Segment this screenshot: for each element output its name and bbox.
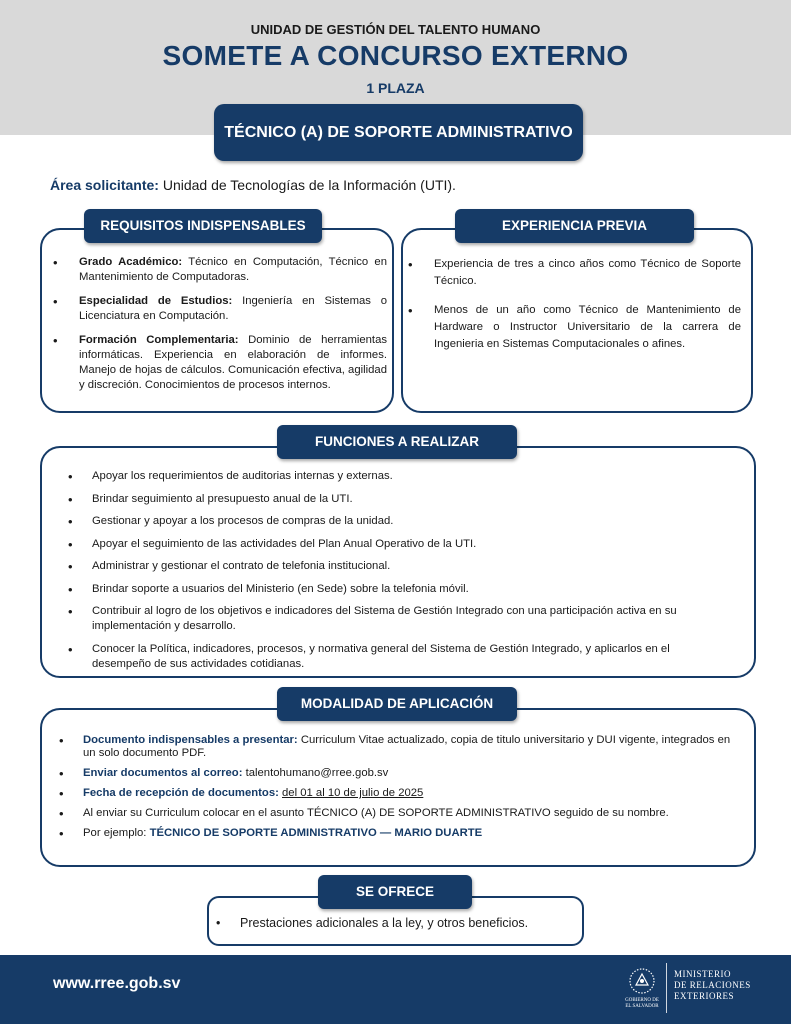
ministry-name: MINISTERIO DE RELACIONES EXTERIORES <box>674 969 751 1001</box>
position-title-text: TÉCNICO (A) DE SOPORTE ADMINISTRATIVO <box>224 124 573 141</box>
experiencia-heading <box>455 209 694 243</box>
ofrece-heading <box>318 875 472 909</box>
list-item: • Por ejemplo: TÉCNICO DE SOPORTE ADMINISTRATIVO — MARIO DUARTE <box>83 827 731 840</box>
list-item: • Al enviar su Curriculum colocar en el asunto TÉCNICO (A) DE SOPORTE ADMINISTRATIVO seguido de su nombre. <box>83 807 731 820</box>
modalidad-list <box>83 734 731 847</box>
list-item: • Enviar documentos al correo: talentohumano@rree.gob.sv <box>83 767 731 780</box>
coat-of-arms-icon <box>622 965 662 999</box>
area-solicitante <box>50 177 456 193</box>
email-link[interactable]: talentohumano@rree.gob.sv <box>245 767 389 779</box>
list-item: • Apoyar el seguimiento de las actividades del Plan Anual Operativo de la UTI. <box>92 537 720 552</box>
list-item: • Administrar y gestionar el contrato de telefonia institucional. <box>92 559 720 574</box>
modalidad-heading <box>277 687 517 721</box>
unit-name: UNIDAD DE GESTIÓN DEL TALENTO HUMANO <box>250 22 541 37</box>
area-label: Área solicitante: <box>50 177 159 193</box>
plaza-count: 1 PLAZA <box>366 80 425 96</box>
list-item: • Conocer la Política, indicadores, procesos, y normativa general del Sistema de Gestión Integrado, y aplicarlos en el desempeño de sus actividades cotidianas. <box>92 642 720 672</box>
list-item: • Apoyar los requerimientos de auditorias internas y externas. <box>92 469 720 484</box>
list-item: • Gestionar y apoyar a los procesos de compras de la unidad. <box>92 514 720 529</box>
list-item: • Brindar soporte a usuarios del Ministerio (en Sede) sobre la telefonia móvil. <box>92 582 720 597</box>
ofrece-item: • Prestaciones adicionales a la ley, y otros beneficios. <box>240 916 528 930</box>
area-value: Unidad de Tecnologías de la Información (UTI). <box>162 177 456 193</box>
funciones-list <box>92 469 720 679</box>
list-item: • Menos de un año como Técnico de Mantenimiento de Hardware o Instructor Universitario de la carrera de Ingenieria en Sistemas Computacionales o afines. <box>434 302 741 353</box>
list-item: • Experiencia de tres a cinco años como Técnico de Soporte Técnico. <box>434 256 741 290</box>
list-item: • Documento indispensables a presentar: Curriculum Vitae actualizado, copia de titulo universitario y DUI vigente, integrados en un solo documento PDF. <box>83 734 731 760</box>
modalidad-title: MODALIDAD DE APLICACIÓN <box>300 696 494 711</box>
website-link[interactable]: www.rree.gob.sv <box>53 975 181 992</box>
footer-divider <box>666 963 667 1013</box>
position-title <box>214 104 583 161</box>
page-title: SOMETE A CONCURSO EXTERNO <box>162 40 629 71</box>
list-item: • Fecha de recepción de documentos: del 01 al 10 de julio de 2025 <box>83 787 731 800</box>
list-item: • Contribuir al logro de los objetivos e indicadores del Sistema de Gestión Integrado con una participación activa en su implementación y desarrollo. <box>92 604 720 634</box>
experiencia-title: EXPERIENCIA PREVIA <box>501 218 648 233</box>
requisitos-list <box>79 255 387 402</box>
funciones-heading <box>277 425 517 459</box>
requisitos-heading <box>84 209 322 243</box>
government-name: GOBIERNO DE EL SALVADOR <box>625 998 659 1009</box>
list-item: • Brindar seguimiento al presupuesto anual de la UTI. <box>92 492 720 507</box>
list-item: • Formación Complementaria: Dominio de herramientas informáticas. Experiencia en elaboración de informes. Manejo de hojas de cálculos. Comunicación efectiva, agilidad y discreción. Conocimientos de procesos internos. <box>79 333 387 393</box>
funciones-title: FUNCIONES A REALIZAR <box>315 434 479 449</box>
list-item: • Especialidad de Estudios: Ingeniería en Sistemas o Licenciatura en Computación. <box>79 294 387 324</box>
experiencia-list <box>434 256 741 365</box>
list-item: • Grado Académico: Técnico en Computación, Técnico en Mantenimiento de Computadoras. <box>79 255 387 285</box>
ofrece-title: SE OFRECE <box>355 884 434 899</box>
requisitos-title: REQUISITOS INDISPENSABLES <box>100 218 306 233</box>
